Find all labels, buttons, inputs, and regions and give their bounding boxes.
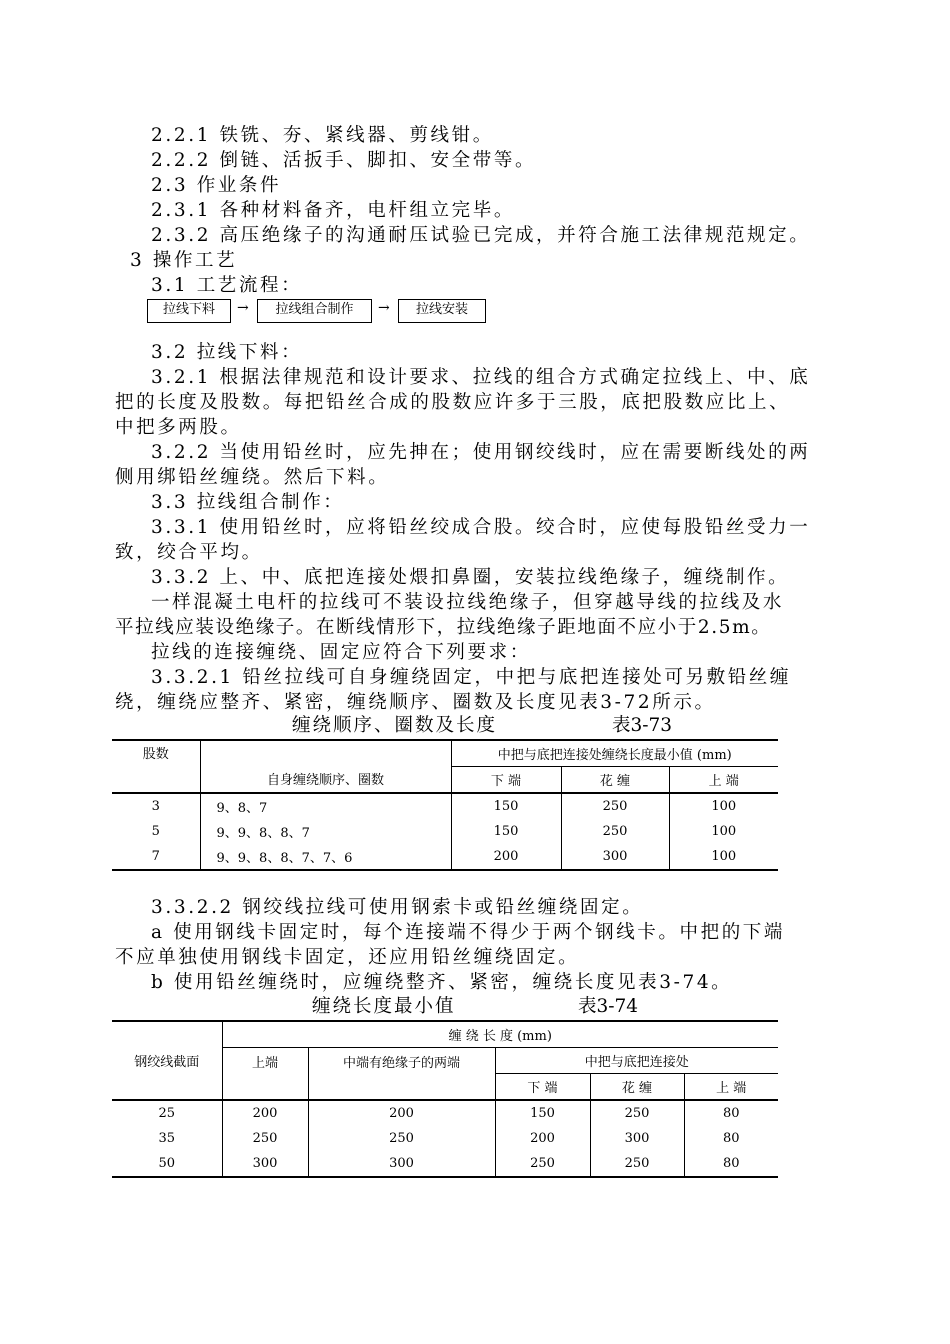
table-3-74-number: 表3-74 xyxy=(578,996,639,1017)
header-wrap-length: 缠 绕 长 度 (mm) xyxy=(222,1021,778,1048)
cell-upper: 80 xyxy=(684,1100,778,1126)
item-a-line1: a 使用钢线卡固定时，每个连接端不得少于两个钢线卡。中把的下端 xyxy=(151,922,786,943)
item-3-3-2: 3.3.2 上、中、底把连接处煨扣鼻圈，安装拉线绝缘子，缠绕制作。 xyxy=(151,567,790,588)
cell-lower: 150 xyxy=(451,819,561,844)
table-3-73-number: 表3-73 xyxy=(612,715,673,736)
table-row xyxy=(112,1151,778,1177)
table-row xyxy=(112,1100,778,1126)
header-lower-end: 下 端 xyxy=(451,767,561,794)
section-2-3-heading: 2.3 作业条件 xyxy=(151,175,282,196)
cell-flower: 250 xyxy=(590,1151,684,1177)
flow-step-install: 拉线安装 xyxy=(398,299,486,323)
cell-lower: 200 xyxy=(451,844,561,870)
cell-mid: 200 xyxy=(308,1100,495,1126)
paragraph-insulator-line1: 一样混凝土电杆的拉线可不装设拉线绝缘子，但穿越导线的拉线及水 xyxy=(151,592,785,613)
cell-upper: 100 xyxy=(669,793,778,819)
paragraph-insulator-line2: 平拉线应装设绝缘子。在断线情形下，拉线绝缘子距地面不应小于2.5m。 xyxy=(115,617,772,638)
item-3-2-1-line3: 中把多两股。 xyxy=(115,417,242,438)
cell-flower: 250 xyxy=(561,793,669,819)
cell-section: 50 xyxy=(112,1151,222,1177)
item-a-line2: 不应单独使用钢线卡固定，还应用铅丝缠绕固定。 xyxy=(115,947,580,968)
header-strand-section: 钢绞线截面 xyxy=(112,1021,222,1100)
cell-flower: 300 xyxy=(561,844,669,870)
item-2-2-1: 2.2.1 铁铣、夯、紧线器、剪线钳。 xyxy=(151,125,494,146)
item-3-2: 3.2 拉线下料： xyxy=(151,342,303,363)
cell-section: 25 xyxy=(112,1100,222,1126)
item-3-2-1-line2: 把的长度及股数。每把铅丝合成的股数应许多于三股，底把股数应比上、 xyxy=(115,392,791,413)
header-top-end: 上端 xyxy=(222,1048,308,1101)
header-lower-end: 下 端 xyxy=(495,1074,590,1101)
header-upper-end: 上 端 xyxy=(669,767,778,794)
cell-upper: 100 xyxy=(669,819,778,844)
header-self-wrap-order: 自身缠绕顺序、圈数 xyxy=(200,740,451,793)
table-row xyxy=(112,793,778,819)
table-3-73-caption: 缠绕顺序、圈数及长度 xyxy=(292,715,498,736)
item-3-1: 3.1 工艺流程： xyxy=(151,275,303,296)
paragraph-requirements: 拉线的连接缠绕、固定应符合下列要求： xyxy=(151,642,531,663)
table-row xyxy=(112,1126,778,1151)
cell-flower: 300 xyxy=(590,1126,684,1151)
flow-step-cutting: 拉线下料 xyxy=(147,299,231,323)
cell-top: 300 xyxy=(222,1151,308,1177)
section-3-heading: 3 操作工艺 xyxy=(130,250,238,271)
cell-flower: 250 xyxy=(590,1100,684,1126)
cell-lower: 150 xyxy=(495,1100,590,1126)
header-middle-insulator-ends: 中端有绝缘子的两端 xyxy=(308,1048,495,1101)
cell-top: 200 xyxy=(222,1100,308,1126)
item-3-3-2-1-line2: 绕，缠绕应整齐、紧密，缠绕顺序、圈数及长度见表3-72所示。 xyxy=(115,692,716,713)
table-3-73 xyxy=(112,739,778,871)
cell-lower: 200 xyxy=(495,1126,590,1151)
cell-upper: 80 xyxy=(684,1151,778,1177)
header-upper-end: 上 端 xyxy=(684,1074,778,1101)
flow-step-assembly: 拉线组合制作 xyxy=(257,299,372,323)
cell-upper: 80 xyxy=(684,1126,778,1151)
cell-flower: 250 xyxy=(561,819,669,844)
item-3-3-1-line2: 致，绞合平均。 xyxy=(115,542,263,563)
flow-arrow-1: → xyxy=(237,300,249,316)
header-joint: 中把与底把连接处 xyxy=(495,1048,778,1074)
cell-strands: 5 xyxy=(151,824,160,839)
item-2-3-2: 2.3.2 高压绝缘子的沟通耐压试验已完成，并符合施工法律规范规定。 xyxy=(151,225,811,246)
cell-lower: 250 xyxy=(495,1151,590,1177)
table-3-74-caption: 缠绕长度最小值 xyxy=(312,996,456,1017)
header-strands: 股数 xyxy=(112,740,200,793)
cell-order: 9、8、7 xyxy=(200,793,451,819)
cell-order: 9、9、8、8、7 xyxy=(200,819,451,844)
header-flower-wrap: 花 缠 xyxy=(561,767,669,794)
cell-section: 35 xyxy=(158,1131,176,1146)
flow-arrow-2: → xyxy=(378,300,390,316)
cell-strands: 3 xyxy=(112,793,200,819)
table-3-74 xyxy=(112,1020,778,1178)
header-flower-wrap: 花 缠 xyxy=(590,1074,684,1101)
cell-upper: 100 xyxy=(669,844,778,870)
item-2-2-2: 2.2.2 倒链、活扳手、脚扣、安全带等。 xyxy=(151,150,537,171)
item-3-3-2-2: 3.3.2.2 钢绞线拉线可使用钢索卡或铅丝缠绕固定。 xyxy=(151,897,644,918)
table-row xyxy=(112,819,778,844)
cell-strands: 7 xyxy=(112,844,200,870)
item-3-3-1-line1: 3.3.1 使用铅丝时，应将铅丝绞成合股。绞合时，应使每股铅丝受力一 xyxy=(151,517,811,538)
item-3-3-2-1-line1: 3.3.2.1 铅丝拉线可自身缠绕固定，中把与底把连接处可另敷铅丝缠 xyxy=(151,667,792,688)
item-3-2-2-line1: 3.2.2 当使用铅丝时，应先抻在；使用钢绞线时，应在需要断线处的两 xyxy=(151,442,811,463)
cell-mid: 250 xyxy=(308,1126,495,1151)
cell-top: 250 xyxy=(222,1126,308,1151)
table-row xyxy=(112,844,778,870)
item-3-3: 3.3 拉线组合制作： xyxy=(151,492,345,513)
item-3-2-1-line1: 3.2.1 根据法律规范和设计要求、拉线的组合方式确定拉线上、中、底 xyxy=(151,367,811,388)
header-joint-min-length: 中把与底把连接处缠绕长度最小值 (mm) xyxy=(451,740,778,767)
item-2-3-1: 2.3.1 各种材料备齐，电杆组立完毕。 xyxy=(151,200,515,221)
cell-order: 9、9、8、8、7、7、6 xyxy=(200,844,451,870)
cell-mid: 300 xyxy=(308,1151,495,1177)
cell-lower: 150 xyxy=(451,793,561,819)
item-b: b 使用铅丝缠绕时，应缠绕整齐、紧密，缠绕长度见表3-74。 xyxy=(151,972,733,993)
item-3-2-2-line2: 侧用绑铅丝缠绕。然后下料。 xyxy=(115,467,390,488)
